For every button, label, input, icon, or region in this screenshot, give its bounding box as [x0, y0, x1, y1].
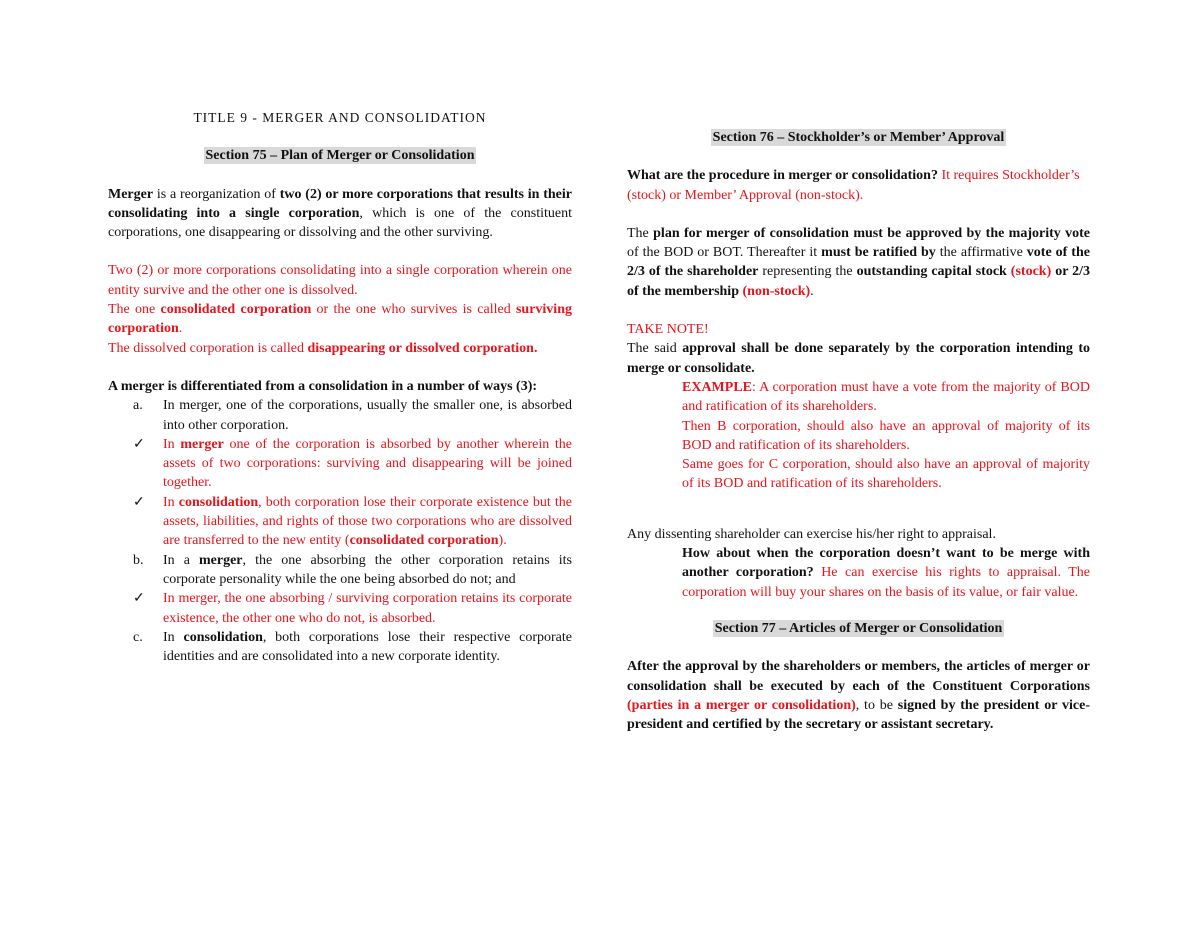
- section-76-heading: Section 76 – Stockholder’s or Member’ Approval: [712, 130, 1005, 145]
- merger-definition: Merger is a reorganization of two (2) or more corporations that results in their consolidating into a single corporation, which is one of the constituent corporations, one disappearing or dissolving and the other surviving.: [108, 186, 572, 241]
- plan-approval-paragraph: The plan for merger of consolidation must be approved by the majority vote of the BOD or BOT. Thereafter it must be ratified by the affirmative vote of the 2/3 of the shareholder representing the outstanding capital stock (stock) or 2/3 of the membership (non-stock).: [627, 225, 1091, 299]
- list-item-a: a. In merger, one of the corporations, usually the smaller one, is absorbed into other corporation.: [133, 398, 572, 433]
- separate-approval-paragraph: The said approval shall be done separately by the corporation intending to merge or consolidate.: [627, 341, 1090, 376]
- checkmark-icon: ✓: [133, 494, 145, 510]
- check-item-consolidation: ✓ In consolidation, both corporation lose their corporate existence but the assets, liabilities, and rights of those two corporations who are dissolved are transferred to the new entity (consolidated corporation).: [133, 494, 572, 549]
- document-title: TITLE 9 - MERGER AND CONSOLIDATION: [193, 110, 487, 125]
- merger-explanation: Two (2) or more corporations consolidating into a single corporation wherein one entity survive and the other one is dissolved. The one consolidated corporation or the one who survives is called surviving corporation. The dissolved corporation is called disappearing or dissolved corporation.: [108, 263, 572, 356]
- check-item-absorbing: ✓ In merger, the one absorbing / surviving corporation retains its corporate existence, the other one who do not, is absorbed.: [133, 591, 572, 626]
- checkmark-icon: ✓: [133, 436, 145, 452]
- checkmark-icon: ✓: [133, 591, 145, 607]
- articles-paragraph: After the approval by the shareholders or members, the articles of merger or consolidation shall be executed by each of the Constituent Corporations (parties in a merger or consolidation), to be signed by the president or vice-president and certified by the secretary or assistant secretary.: [627, 659, 1090, 733]
- right-column: [627, 128, 1090, 734]
- list-item-c: c. In consolidation, both corporations lose their respective corporate identities and are consolidated into a new corporate identity.: [133, 629, 572, 665]
- check-item-merger: ✓ In merger one of the corporation is absorbed by another wherein the assets of two corporations: surviving and disappearing will be joined together.: [133, 436, 572, 491]
- appraisal-question: How about when the corporation doesn’t want to be merge with another corporation? He can exercise his rights to appraisal. The corporation will buy your shares on the basis of its value, or fair value.: [682, 546, 1090, 600]
- example-block: EXAMPLE: A corporation must have a vote from the majority of BOD and ratification of its shareholders. Then B corporation, should also have an approval of majority of its BOD and ratification of its shareholders. Same goes for C corporation, should also have an approval of majority of its BOD and ratification of its shareholders.: [682, 379, 1090, 492]
- left-column: [108, 108, 572, 666]
- section-75-heading: Section 75 – Plan of Merger or Consolidation: [205, 148, 475, 164]
- ways-heading: A merger is differentiated from a consolidation in a number of ways (3):: [108, 378, 538, 394]
- section-77-heading: Section 77 – Articles of Merger or Consolidation: [714, 620, 1003, 636]
- list-item-b: b. In a merger, the one absorbing the other corporation retains its corporate personality while the one being absorbed do not; and: [133, 552, 572, 587]
- procedure-question: What are the procedure in merger or consolidation? It requires Stockholder’s (stock) or Member’ Approval (non-stock).: [627, 168, 1080, 203]
- dissent-paragraph: Any dissenting shareholder can exercise his/her right to appraisal.: [627, 526, 996, 542]
- take-note: TAKE NOTE!: [627, 322, 709, 338]
